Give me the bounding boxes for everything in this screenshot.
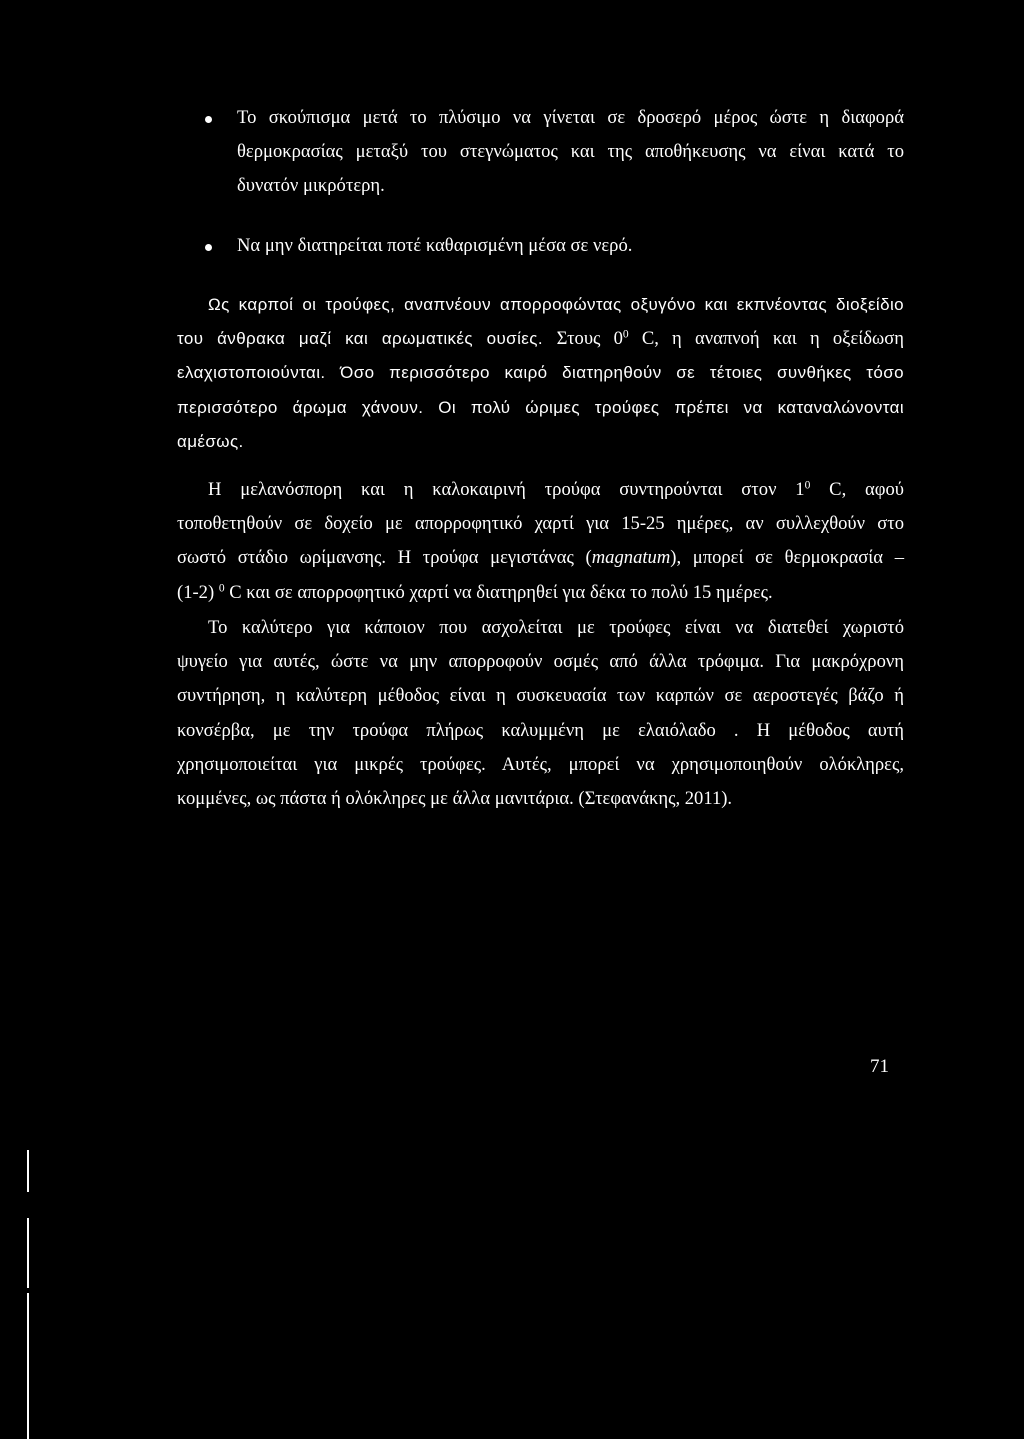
paragraph-line: του άνθρακα μαζί και αρωματικές ουσίες. Στους $0^0$ C, η αναπνοή και η οξείδωση [177,328,904,350]
paragraph-line: ελαχιστοποιούνται. Όσο περισσότερο καιρό διατηρηθούν σε τέτοιες συνθήκες τόσο [177,363,905,383]
paragraph-line: ψυγείο για αυτές, ώστε να μην απορροφούν οσμές από άλλα τρόφιμα. Για μακρόχρονη [177,651,905,673]
paragraph-line: χρησιμοποιείται για μικρές τρούφες. Αυτές, μπορεί να χρησιμοποιηθούν ολόκληρες, [177,753,904,775]
paragraph-line: τοποθετηθούν σε δοχείο με απορροφητικό χαρτί για 15-25 ημέρες, αν συλλεχθούν στο [177,513,904,535]
bullet-line: δυνατόν μικρότερη. [237,175,385,196]
paragraph-line: κονσέρβα, με την τρούφα πλήρως καλυμμένη με ελαιόλαδο . Η μέθοδος αυτή [177,719,904,741]
bullet-point-icon [205,116,212,123]
paragraph [177,473,904,610]
margin-line [27,1293,29,1439]
paragraph-line: κομμένες, ως πάστα ή ολόκληρες με άλλα μανιτάρια. (Στεφανάκης, 2011). [177,788,733,810]
bullet-line: Το σκούπισμα μετά το πλύσιμο να γίνεται σε δροσερό μέρος ώστε η διαφορά [237,107,904,128]
paragraph-line: αμέσως. [177,431,244,451]
bullet-point-icon [205,244,212,251]
bullet-line: θερμοκρασίας μεταξύ του στεγνώματος και της αποθήκευσης να είναι κατά το [237,141,904,162]
paragraph-line: συντήρηση, η καλύτερη μέθοδος είναι η συσκευασία των καρπών σε αεροστεγές βάζο ή [177,685,904,707]
margin-line [27,1150,29,1192]
paragraph-line: (1-2) $^0$ C και σε απορροφητικό χαρτί να διατηρηθεί για δέκα το πολύ 15 ημέρες. [177,581,773,603]
bullet-item [237,101,904,203]
paragraph [177,611,904,816]
paragraph [177,288,904,459]
species-name: magnatum [591,547,671,569]
bullet-item [237,229,904,263]
paragraph-line: Ως καρποί οι τρούφες, αναπνέουν απορροφώντας οξυγόνο και εκπνέοντας διοξείδιο [208,295,904,314]
page-number: 71 [870,1056,889,1077]
margin-line [27,1218,29,1288]
bullet-line: Να μην διατηρείται ποτέ καθαρισμένη μέσα σε νερό. [237,235,633,256]
paragraph-line: Η μελανόσπορη και η καλοκαιρινή τρούφα συντηρούνται στον $1^0$ C, αφού [208,479,904,500]
paragraph-line: περισσότερο άρωμα χάνουν. Οι πολύ ώριμες τρούφες πρέπει να καταναλώνονται [177,397,904,417]
paragraph-line: Το καλύτερο για κάποιον που ασχολείται με τρούφες είναι να διατεθεί χωριστό [208,617,904,638]
paragraph-line: σωστό στάδιο ωρίμανσης. Η τρούφα μεγιστάνας (magnatum), μπορεί σε θερμοκρασία – [177,547,904,569]
